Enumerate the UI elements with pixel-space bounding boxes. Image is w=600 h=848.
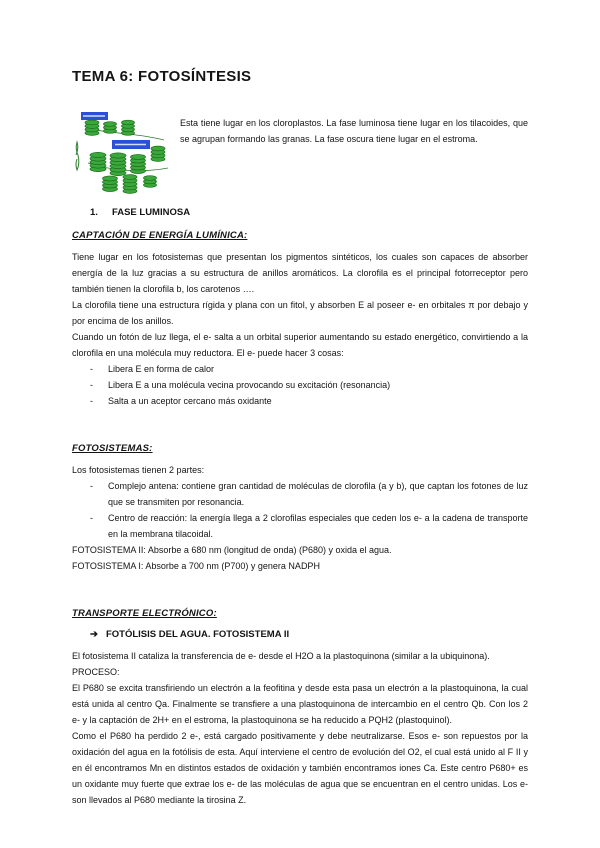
subheading-fotosistemas: FOTOSISTEMAS: xyxy=(72,443,153,454)
subheading-transporte: TRANSPORTE ELECTRÓNICO: xyxy=(72,608,217,619)
list-item-text: Salta a un aceptor cercano más oxidante xyxy=(108,396,272,406)
paragraph: La clorofila tiene una estructura rígida y plana con un fitol, y absorben E al poseer e- en orbitales π por debajo y por encima de los anillos. xyxy=(72,300,528,326)
list-item xyxy=(72,510,528,542)
list-item-text: Centro de reacción: la energía llega a 2 clorofilas especiales que ceden los e- a la cadena de transporte en la membrana tilacoidal. xyxy=(108,513,528,539)
blank-line xyxy=(72,423,528,439)
paragraph: El fotosistema II cataliza la transferencia de e- desde el H2O a la plastoquinona (similar a la ubiquinona). xyxy=(72,651,490,661)
bullet-marker: - xyxy=(90,513,93,523)
bullet-marker: - xyxy=(90,380,93,390)
section-title: FASE LUMINOSA xyxy=(111,207,191,218)
grana-stack xyxy=(123,175,137,194)
grana-stack xyxy=(90,152,106,171)
handwritten-annotation xyxy=(76,142,79,170)
grana-stack xyxy=(151,146,165,161)
section-heading-fase-luminosa xyxy=(72,207,528,218)
chloroplast-diagram-graphic xyxy=(72,111,172,195)
subheading-captacion: CAPTACIÓN DE ENERGÍA LUMÍNICA: xyxy=(72,230,248,241)
intro-section xyxy=(72,111,528,195)
paragraph: Tiene lugar en los fotosistemas que presentan los pigmentos sintéticos, los cuales son capaces de absorber energía de la luz gracias a su estructura de anillos aromáticos. La clorofila es el principal fotorreceptor pero también tienen la clorofila b, los carotenos …. xyxy=(72,252,528,294)
section-number: 1. xyxy=(90,207,98,218)
bullet-marker: - xyxy=(90,481,93,491)
paragraph-fotosistema-2: FOTOSISTEMA II: Absorbe a 680 nm (longitud de onda) (P680) y oxida el agua. xyxy=(72,545,392,555)
grana-stack xyxy=(131,155,146,174)
list-item-text: Libera E a una molécula vecina provocando su excitación (resonancia) xyxy=(108,380,391,390)
section-fotosistemas xyxy=(72,443,528,574)
list-item-text: Libera E en forma de calor xyxy=(108,364,215,374)
list-item-text: Complejo antena: contiene gran cantidad de moléculas de clorofila (a y b), que captan los fotones de luz que se transmiten por resonancia. xyxy=(108,481,528,507)
paragraph: El P680 se excita transfiriendo un electrón a la feofitina y desde esta pasa un electrón a la plastoquinona, la cual está unida al centro Qa. Finalmente se transfiere a una plastoquinona de intercambio en el centro Qb. Con los 2 e- y la captación de 2H+ en el estroma, la plastoquinona se ha reducido a PQH2 (plastoquinol). xyxy=(72,683,528,725)
list-item xyxy=(72,393,528,409)
paragraph: Cuando un fotón de luz llega, el e- salta a un orbital superior aumentando su estado energético, convirtiendo a la clorofila en una molécula muy reductora. El e- puede hacer 3 cosas: xyxy=(72,332,528,358)
chloroplast-granas-diagram xyxy=(72,111,172,195)
bullet-marker: - xyxy=(90,396,93,406)
grana-stack xyxy=(85,120,99,135)
subsection-title: FOTÓLISIS DEL AGUA. FOTOSISTEMA II xyxy=(105,629,290,640)
diagram-label-box-top xyxy=(81,112,108,120)
section-transporte xyxy=(72,608,528,808)
blank-line xyxy=(72,588,528,604)
list-item xyxy=(72,377,528,393)
list-item xyxy=(72,478,528,510)
page-title: TEMA 6: FOTOSÍNTESIS xyxy=(72,68,252,85)
list-item xyxy=(72,361,528,377)
arrow-bullet-icon: ➔ xyxy=(90,629,98,640)
bullet-marker: - xyxy=(90,364,93,374)
paragraph: Como el P680 ha perdido 2 e-, está cargado positivamente y debe neutralizarse. Esos e- son repuestos por la oxidación del agua en la fotólisis de esta. Aquí interviene el centro de evolución del O2, el cual está unido al F II y en él encontramos Mn en distintos estados de oxidación y también encontramos iones Ca. Este centro P680+ es un oxidante muy fuerte que extrae los e- de las moléculas de agua que se encuentran en el centro unidas. Los e- son llevados al P680 mediante la tirosina Z. xyxy=(72,731,528,805)
grana-stack xyxy=(103,176,118,192)
paragraph: PROCESO: xyxy=(72,667,120,677)
intro-paragraph: Esta tiene lugar en los cloroplastos. La fase luminosa tiene lugar en los tilacoides, que se agrupan formando las granas. La fase oscura tiene lugar en el estroma. xyxy=(180,118,528,144)
grana-stack xyxy=(122,120,135,135)
section-captacion xyxy=(72,230,528,409)
grana-stack xyxy=(144,176,157,188)
subsection-fotolisis xyxy=(72,629,528,640)
diagram-label-box-middle xyxy=(112,140,150,149)
paragraph-fotosistema-1: FOTOSISTEMA I: Absorbe a 700 nm (P700) y genera NADPH xyxy=(72,561,320,571)
grana-stack xyxy=(110,153,126,176)
grana-stack xyxy=(104,122,117,134)
paragraph: Los fotosistemas tienen 2 partes: xyxy=(72,465,205,475)
